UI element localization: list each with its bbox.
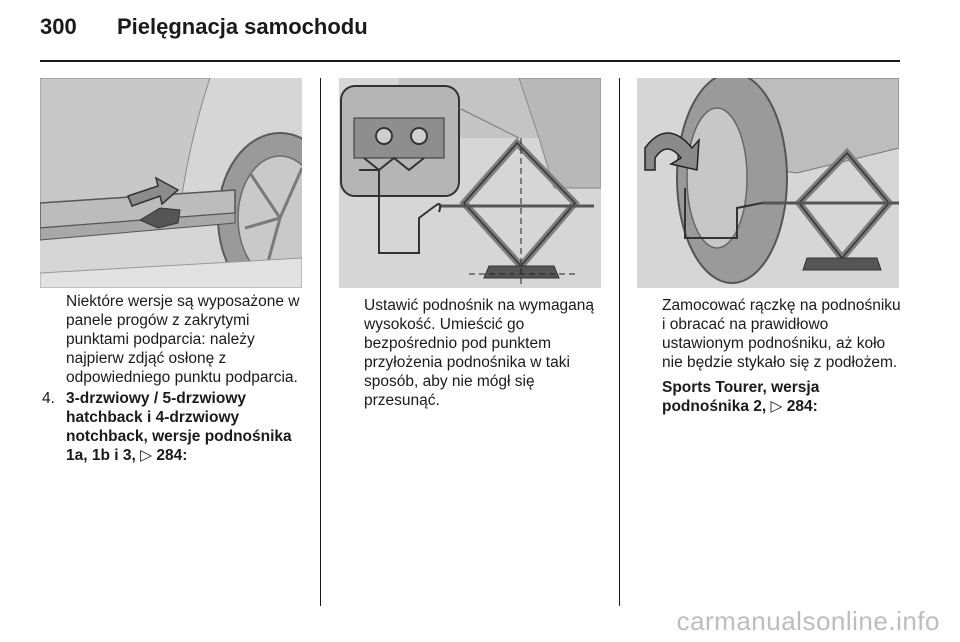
step-4-ref-page: 284: (156, 447, 188, 464)
arrow-ref-icon: ▷ (770, 398, 783, 415)
column-divider-2 (619, 78, 620, 606)
figure-jack-positioning (339, 78, 601, 288)
step-4 (44, 389, 310, 465)
column-1-text (42, 292, 310, 465)
jack-positioning-illustration (339, 78, 601, 288)
watermark: carmanualsonline.info (676, 606, 940, 636)
column-2-paragraph: Ustawić podnośnik na wymaganą wysokość. Umieścić go bezpośrednio pod punktem przyłożenia podnośnika w taki sposób, aby nie mógł się przesunąć. (364, 297, 595, 409)
page-title: Pielęgnacja samochodu (117, 14, 368, 39)
figure-sill-cover (40, 78, 302, 288)
column-3-paragraph: Zamocować rączkę na podnośniku i obracać na prawidłowo ustawionym podnośniku, aż koło nie będzie stykało się z podłożem. (662, 297, 901, 371)
page-number: 300 (40, 14, 77, 39)
step-number: 4. (42, 390, 55, 407)
column-2-text (364, 296, 608, 410)
column-1-paragraph: Niektóre wersje są wyposażone w panele progów z zakrytymi punktami podparcia: należy najpierw zdjąć osłonę z odpowiedniego punktu podparcia. (66, 293, 300, 386)
subheading-ref-page: 284: (786, 398, 818, 415)
step-4-text: 3-drzwiowy / 5-drzwiowy hatchback i 4-drzwiowy notchback, wersje podnośnika 1a, 1b i 3, (66, 390, 292, 464)
header-rule (40, 60, 900, 62)
column-3-text (662, 296, 904, 416)
sill-cover-illustration (40, 78, 302, 288)
column-3-subheading (662, 378, 904, 416)
arrow-ref-icon: ▷ (140, 447, 153, 464)
subheading-text: Sports Tourer, wersja podnośnika 2, (662, 379, 820, 415)
column-divider-1 (320, 78, 321, 606)
jack-crank-illustration (637, 78, 899, 288)
figure-jack-crank (637, 78, 899, 288)
